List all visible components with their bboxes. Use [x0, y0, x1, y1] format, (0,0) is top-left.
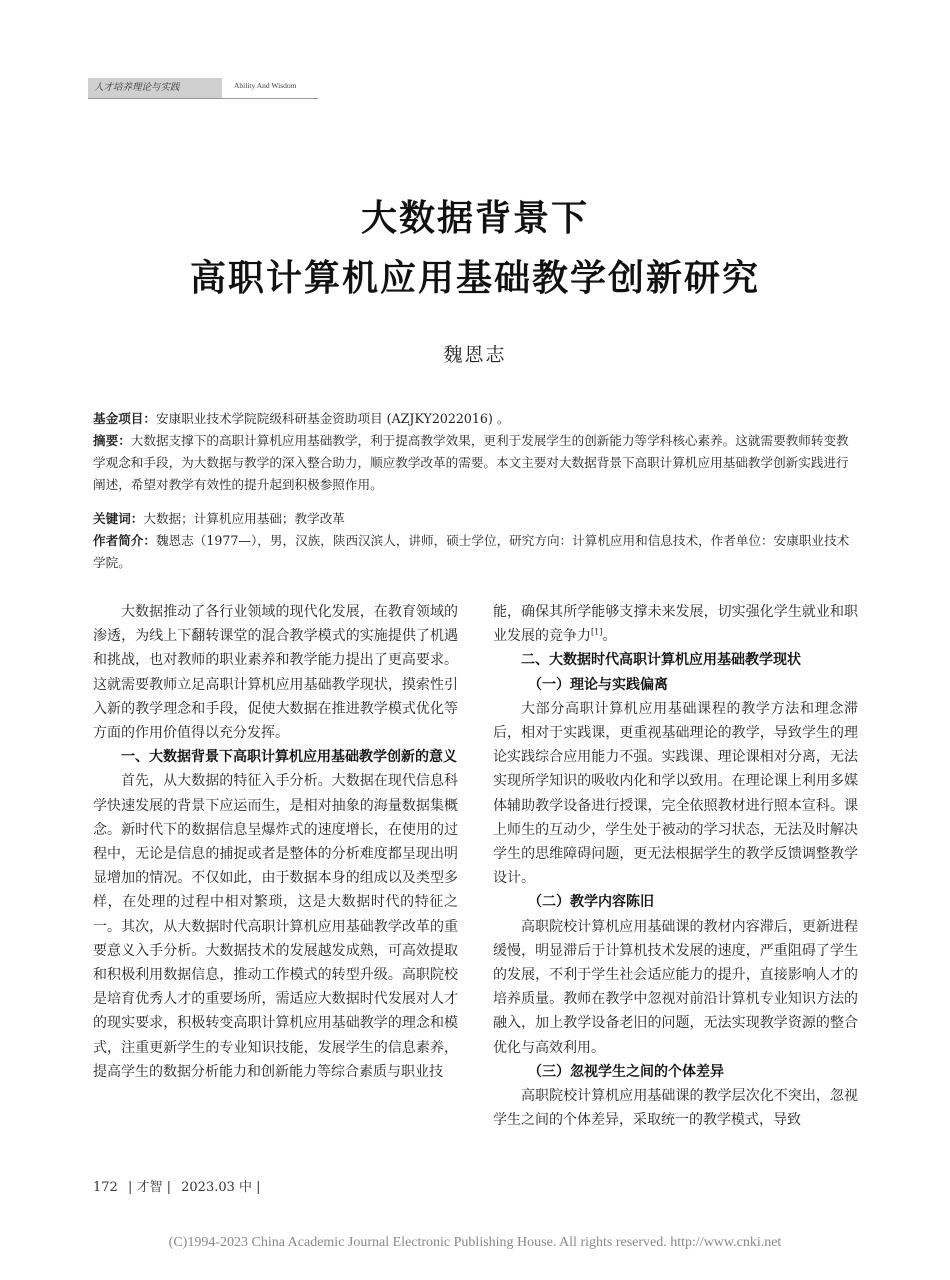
subheading-1: （一）理论与实践偏离	[528, 676, 668, 693]
author-bio	[93, 530, 858, 574]
header-rule	[88, 98, 318, 99]
continued-text-end: 。	[602, 628, 617, 645]
body-column-right	[493, 600, 858, 1132]
journal-name: | 才智 |	[127, 1180, 171, 1195]
intro-paragraph: 大数据推动了各行业领域的现代化发展，在教育领域的渗透，为线上下翻转课堂的混合教学模式的实施提供了机遇和挑战，也对教师的职业素养和教学能力提出了更高要求。这就需要教师立足高职计算机应用基础教学现状，摸索性引入新的教学理念和手段，促使大数据在推进教学模式优化等方面的作用价值得以充分发挥。	[93, 604, 458, 742]
keywords	[93, 508, 858, 530]
fund-label: 基金项目：	[93, 411, 156, 426]
abstract	[93, 430, 858, 496]
section-heading-2: 二、大数据时代高职计算机应用基础教学现状	[521, 652, 801, 669]
continued-paragraph	[493, 600, 858, 648]
citation-ref: [1]	[591, 627, 603, 637]
subsection3-paragraph: 高职院校计算机应用基础课的教学层次化不突出，忽视学生之间的个体差异，采取统一的教学模式，导致	[493, 1088, 858, 1129]
abstract-label: 摘要：	[93, 433, 131, 448]
body-column-left	[93, 600, 458, 1084]
bio-label: 作者简介：	[93, 533, 156, 548]
subheading-3: （三）忽视学生之间的个体差异	[528, 1063, 724, 1080]
section-header-en: Ability And Wisdom	[234, 81, 297, 90]
fund-text: 安康职业技术学院院级科研基金资助项目 (AZJKY2022016) 。	[155, 411, 510, 426]
subsection2-paragraph: 高职院校计算机应用基础课的教材内容滞后，更新进程缓慢，明显滞后于计算机技术发展的速度，严重阻碍了学生的发展，不利于学生社会适应能力的提升，直接影响人才的培养质量。教师在教学中忽视对前沿计算机专业知识方法的融入，加上教学设备老旧的问题，无法实现教学资源的整合优化与高效利用。	[493, 918, 858, 1056]
section-heading-1: 一、大数据背景下高职计算机应用基础教学创新的意义	[121, 749, 457, 766]
page-number: 172	[93, 1180, 118, 1195]
subsection1-paragraph: 大部分高职计算机应用基础课程的教学方法和理念滞后，相对于实践课，更重视基础理论的教学，导致学生的理论实践综合应用能力不强。实践课、理论课相对分离，无法实现所学知识的吸收内化和学以致用。在理论课上利用多媒体辅助教学设备进行授课，完全依照教材进行照本宣科。课上师生的互动少，学生处于被动的学习状态，无法及时解决学生的思维障碍问题，更无法根据学生的教学反馈调整教学设计。	[493, 700, 858, 887]
article-title-line1: 大数据背景下	[360, 198, 589, 239]
abstract-text: 大数据支撑下的高职计算机应用基础教学，利于提高教学效果，更利于发展学生的创新能力等学科核心素养。这就需要教师转变教学观念和手段，为大数据与教学的深入整合助力，顺应教学改革的需要。本文主要对大数据背景下高职计算机应用基础教学创新实践进行阐述，希望对教学有效性的提升起到积极参照作用。	[93, 433, 849, 492]
section-header	[88, 78, 318, 98]
page-footer	[93, 1176, 267, 1195]
author-name: 魏恩志	[443, 344, 507, 366]
fund-info	[93, 408, 858, 430]
bio-text: 魏恩志（1977—），男，汉族，陕西汉滨人，讲师，硕士学位，研究方向：计算机应用和信息技术，作者单位：安康职业技术学院。	[93, 533, 850, 570]
header-tab-decoration	[202, 78, 222, 98]
continued-text: 能，确保其所学能够支撑未来发展，切实强化学生就业和职业发展的竞争力	[493, 604, 858, 645]
keywords-text: 大数据；计算机应用基础；教学改革	[143, 511, 345, 526]
subheading-2: （二）教学内容陈旧	[528, 894, 654, 911]
article-title-line2: 高职计算机应用基础教学创新研究	[189, 258, 760, 299]
section-header-cn: 人才培养理论与实践	[88, 78, 222, 98]
copyright-notice: (C)1994-2023 China Academic Journal Electronic Publishing House. All rights reserved. http://www.cnki.net	[168, 1235, 782, 1250]
section1-paragraph: 首先，从大数据的特征入手分析。大数据在现代信息科学快速发展的背景下应运而生，是相对抽象的海量数据集概念。新时代下的数据信息呈爆炸式的速度增长，在使用的过程中，无论是信息的捕捉或者是整体的分析难度都呈现出明显增加的情况。不仅如此，由于数据本身的组成以及类型多样，在处理的过程中相对繁琐，这是大数据时代的特征之一。其次，从大数据时代高职计算机应用基础教学改革的重要意义入手分析。大数据技术的发展越发成熟，可高效提取和积极利用数据信息，推动工作模式的转型升级。高职院校是培育优秀人才的重要场所，需适应大数据时代发展对人才的现实要求，积极转变高职计算机应用基础教学的理念和模式，注重更新学生的专业知识技能，发展学生的信息素养，提高学生的数据分析能力和创新能力等综合素质与职业技	[93, 773, 458, 1080]
issue-info: 2023.03 中 |	[181, 1180, 261, 1195]
keywords-label: 关键词：	[93, 511, 144, 526]
